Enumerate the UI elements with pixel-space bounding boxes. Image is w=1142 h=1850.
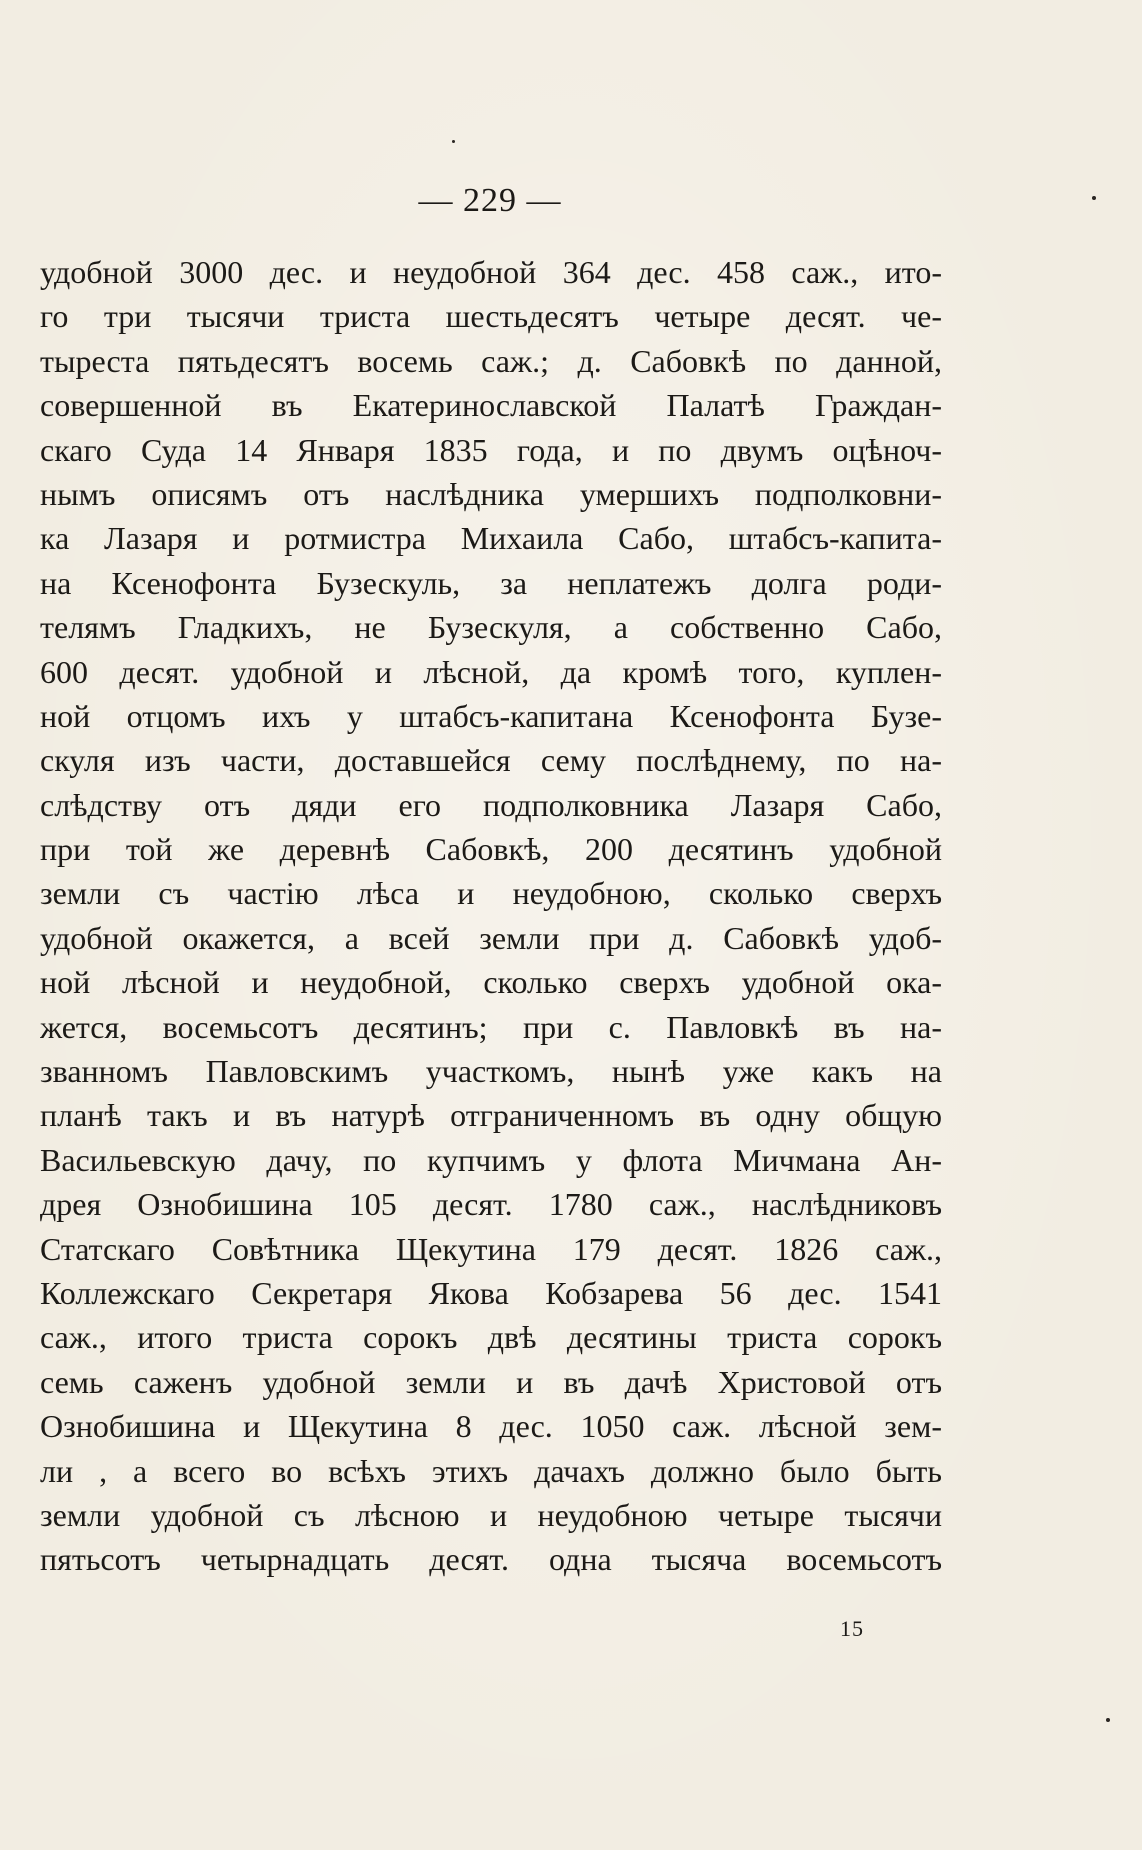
text-line: Коллежскаго Секретаря Якова Кобзарева 56 дес. 1541 [40,1274,942,1311]
text-line: земли съ частію лѣса и неудобною, сколько сверхъ [40,875,942,912]
text-line: слѣдству отъ дяди его подполковника Лазаря Сабо, [40,786,942,823]
text-line: го три тысячи триста шестьдесятъ четыре десят. че- [40,298,942,335]
text-line: на Ксенофонта Бузескуль, за неплатежъ долга роди- [40,564,942,601]
text-line: пятьсотъ четырнадцать десят. одна тысяча восемьсотъ [40,1541,942,1578]
text-line: жется, восемьсотъ десятинъ; при с. Павловкѣ въ на- [40,1008,942,1045]
text-line: земли удобной съ лѣсною и неудобною четыре тысячи [40,1496,942,1533]
text-line: ной лѣсной и неудобной, сколько сверхъ удобной ока- [40,964,942,1001]
text-line: телямъ Гладкихъ, не Бузескуля, а собственно Сабо, [40,609,942,646]
text-line: нымъ описямъ отъ наслѣдника умершихъ подполковни- [40,475,942,512]
text-line: званномъ Павловскимъ участкомъ, нынѣ уже какъ на [40,1053,942,1090]
text-line: удобной 3000 дес. и неудобной 364 дес. 458 саж., ито- [40,254,942,290]
body-text [40,250,942,1582]
text-line: Статскаго Совѣтника Щекутина 179 десят. 1826 саж., [40,1230,942,1267]
paper-speck [452,140,455,143]
text-line: саж., итого триста сорокъ двѣ десятины триста сорокъ [40,1319,942,1356]
text-line: планѣ такъ и въ натурѣ отграниченномъ въ одну общую [40,1097,942,1134]
text-line: Ознобишина и Щекутина 8 дес. 1050 саж. лѣсной зем- [40,1408,942,1445]
text-line: ной отцомъ ихъ у штабсъ-капитана Ксенофонта Бузе- [40,697,942,734]
text-line: ли , а всего во всѣхъ этихъ дачахъ должно было быть [40,1452,942,1489]
text-line: тыреста пятьдесятъ восемь саж.; д. Сабовкѣ по данной, [40,342,942,379]
text-line: скуля изъ части, доставшейся сему послѣднему, по на- [40,742,942,779]
text-line: ка Лазаря и ротмистра Михаила Сабо, штабсъ-капита- [40,520,942,557]
text-line: при той же деревнѣ Сабовкѣ, 200 десятинъ удобной [40,831,942,868]
text-line: удобной окажется, а всей земли при д. Сабовкѣ удоб- [40,919,942,956]
text-line: Васильевскую дачу, по купчимъ у флота Мичмана Ан- [40,1141,942,1178]
signature-mark: 15 [840,1616,864,1641]
text-line: 600 десят. удобной и лѣсной, да кромѣ того, куплен- [40,653,942,690]
paper-speck [1106,1718,1110,1722]
text-line: дрея Ознобишина 105 десят. 1780 саж., наслѣдниковъ [40,1186,942,1223]
page-number: — 229 — [418,182,562,219]
text-line: скаго Суда 14 Января 1835 года, и по двумъ оцѣноч- [40,431,942,468]
text-line: совершенной въ Екатеринославской Палатѣ Граждан- [40,387,942,424]
text-line: семь саженъ удобной земли и въ дачѣ Христовой отъ [40,1363,942,1400]
paper-speck [1092,196,1096,200]
